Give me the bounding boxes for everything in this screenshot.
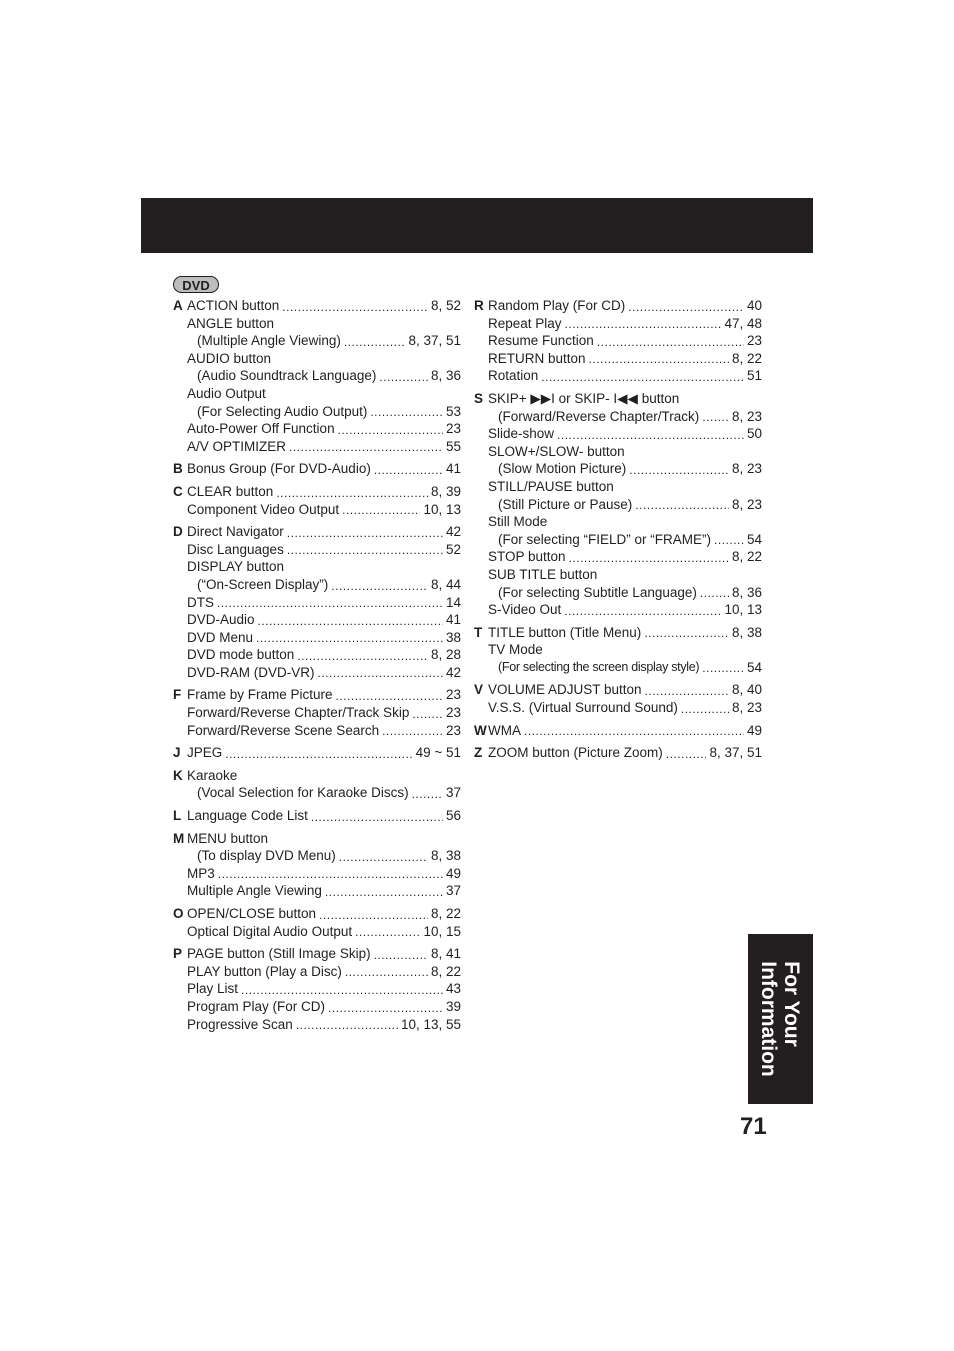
index-letter: B — [173, 461, 183, 477]
header-bar — [141, 198, 813, 253]
index-entry — [488, 350, 762, 368]
index-column-left — [172, 297, 461, 1038]
dot-leader — [336, 688, 443, 704]
index-entry-text: V.S.S. (Virtual Surround Sound) — [488, 700, 678, 716]
index-entry — [187, 483, 461, 501]
index-letter: K — [173, 767, 183, 783]
index-entry — [187, 594, 461, 612]
index-entry-page: 8, 22 — [731, 549, 762, 565]
index-entry — [488, 641, 762, 659]
dot-leader — [355, 924, 420, 940]
index-entry-page: 37 — [445, 785, 461, 801]
index-entry-text: Play List — [187, 981, 239, 997]
section-tab-line1: For Your — [780, 961, 803, 1047]
index-entry — [488, 548, 762, 566]
index-entry-page: 54 — [746, 531, 762, 547]
dot-leader — [338, 422, 443, 438]
index-entry — [187, 629, 461, 647]
index-entry-page: 52 — [445, 541, 461, 557]
index-entry-page: 49 — [445, 865, 461, 881]
index-entry-page: 8, 37, 51 — [709, 745, 762, 761]
index-entry — [197, 367, 461, 385]
index-entry-text: (Forward/Reverse Chapter/Track) — [498, 408, 700, 424]
index-entry-page: 49 ~ 51 — [415, 745, 461, 761]
index-entry-text: Auto-Power Off Function — [187, 421, 335, 437]
index-entry-page: 10, 13, 55 — [400, 1016, 461, 1032]
index-group-p — [172, 945, 461, 1033]
dot-leader — [325, 884, 443, 900]
dot-leader — [644, 625, 729, 641]
dot-leader — [714, 532, 744, 548]
index-entry-text: DVD-RAM (DVD-VR) — [187, 664, 315, 680]
page-number: 71 — [740, 1113, 767, 1140]
index-entry-text: ACTION button — [187, 298, 280, 313]
index-entry-text: (For Selecting Audio Output) — [197, 403, 368, 419]
index-group-c — [172, 483, 461, 518]
index-letter: A — [173, 298, 183, 313]
index-group-t — [473, 624, 762, 677]
index-group-z — [473, 744, 762, 762]
index-letter: L — [173, 808, 182, 824]
index-letter: S — [474, 390, 484, 406]
index-entry — [488, 699, 762, 717]
index-entry — [488, 367, 762, 385]
index-entry-text: (Slow Motion Picture) — [498, 461, 627, 477]
index-entry-page: 51 — [746, 368, 762, 384]
index-entry — [498, 584, 762, 602]
dot-leader — [296, 1017, 398, 1033]
index-entry — [488, 443, 762, 461]
index-entry — [187, 998, 461, 1016]
index-entry-text: ANGLE button — [187, 315, 275, 331]
index-entry — [498, 659, 762, 677]
index-entry-page: 8, 22 — [430, 963, 461, 979]
index-letter: C — [173, 483, 183, 499]
index-entry — [488, 722, 762, 740]
index-entry-page: 23 — [445, 687, 461, 703]
index-entry-text: (For selecting Subtitle Language) — [498, 584, 697, 600]
index-entry — [498, 531, 762, 549]
index-entry-page: 55 — [445, 438, 461, 454]
index-entry-text: PAGE button (Still Image Skip) — [187, 946, 371, 962]
index-entry — [488, 513, 762, 531]
index-entry-text: OPEN/CLOSE button — [187, 906, 317, 921]
index-entry — [187, 297, 461, 315]
dot-leader — [589, 351, 729, 367]
index-entry-text: Language Code List — [187, 808, 308, 824]
index-entry-text: Direct Navigator — [187, 524, 284, 540]
index-entry — [187, 315, 461, 333]
index-entry-text: Still Mode — [488, 514, 548, 530]
dot-leader — [276, 485, 428, 501]
index-entry — [488, 601, 762, 619]
index-group-m — [172, 830, 461, 900]
dot-leader — [328, 1000, 443, 1016]
index-entry-page: 54 — [746, 659, 762, 675]
dot-leader — [557, 427, 744, 443]
section-tab-label — [757, 961, 803, 1077]
index-group-v — [473, 681, 762, 716]
index-entry-page: 41 — [445, 612, 461, 628]
index-entry-text: Component Video Output — [187, 501, 340, 517]
dot-leader — [256, 630, 443, 646]
index-letter: T — [474, 624, 483, 640]
index-entry-page: 8, 23 — [731, 408, 762, 424]
index-entry — [187, 686, 461, 704]
dot-leader — [702, 660, 744, 676]
dot-leader — [541, 369, 744, 385]
index-entry-page: 8, 36 — [731, 584, 762, 600]
dot-leader — [217, 595, 443, 611]
index-entry-text: (For selecting “FIELD” or “FRAME”) — [498, 531, 712, 547]
index-entry-page: 23 — [445, 421, 461, 437]
index-entry-text: CLEAR button — [187, 483, 274, 499]
index-entry — [187, 980, 461, 998]
dot-leader — [241, 982, 443, 998]
index-entry-text: Resume Function — [488, 333, 594, 349]
index-group-j — [172, 744, 461, 762]
index-entry-text: Forward/Reverse Chapter/Track Skip — [187, 705, 410, 721]
index-entry-page: 8, 41 — [430, 946, 461, 962]
index-entry-page: 8, 22 — [731, 350, 762, 366]
index-entry-page: 39 — [445, 998, 461, 1014]
dot-leader — [339, 849, 428, 865]
index-entry-page: 8, 22 — [430, 906, 461, 921]
index-entry — [187, 905, 461, 923]
dot-leader — [569, 550, 729, 566]
index-entry-text: (“On-Screen Display”) — [197, 576, 329, 592]
index-entry-text: Audio Output — [187, 385, 266, 401]
index-entry-page: 8, 23 — [731, 700, 762, 716]
index-group-l — [172, 807, 461, 825]
index-entry — [488, 332, 762, 350]
index-group-f — [172, 686, 461, 739]
dot-leader — [412, 706, 443, 722]
index-entry — [498, 496, 762, 514]
index-entry-text: TV Mode — [488, 642, 543, 658]
index-letter: R — [474, 298, 484, 313]
index-group-w — [473, 722, 762, 740]
index-entry-page: 8, 23 — [731, 461, 762, 477]
index-letter: W — [474, 722, 487, 738]
index-entry-text: PLAY button (Play a Disc) — [187, 963, 342, 979]
dot-leader — [702, 409, 729, 425]
index-entry — [488, 744, 762, 762]
index-entry-text: DISPLAY button — [187, 559, 285, 575]
dot-leader — [282, 299, 428, 315]
index-entry-text: (For selecting the screen display style) — [498, 659, 700, 674]
index-entry — [187, 722, 461, 740]
index-entry-page: 8, 39 — [430, 483, 461, 499]
index-entry-text: (Vocal Selection for Karaoke Discs) — [197, 785, 409, 801]
index-entry — [488, 681, 762, 699]
index-group-d — [172, 523, 461, 681]
index-entry — [187, 501, 461, 519]
index-entry-text: (Audio Soundtrack Language) — [197, 368, 377, 384]
dot-leader — [374, 947, 428, 963]
index-entry-text: SUB TITLE button — [488, 566, 598, 582]
index-entry-text: AUDIO button — [187, 350, 272, 366]
index-entry-text: Optical Digital Audio Output — [187, 923, 353, 939]
index-entry-text: DVD mode button — [187, 647, 295, 663]
index-entry — [187, 963, 461, 981]
index-entry-page: 53 — [445, 403, 461, 419]
dot-leader — [382, 723, 443, 739]
index-entry — [187, 923, 461, 941]
index-entry-page: 56 — [445, 808, 461, 824]
index-column-right — [473, 297, 762, 767]
index-entry-page: 14 — [445, 594, 461, 610]
index-entry-text: Rotation — [488, 368, 539, 384]
index-group-r — [473, 297, 762, 385]
index-entry — [187, 945, 461, 963]
index-entry-page: 8, 40 — [731, 682, 762, 698]
index-entry — [488, 478, 762, 496]
index-entry-text: MENU button — [187, 830, 269, 846]
index-entry — [498, 460, 762, 478]
index-entry-text: DVD-Audio — [187, 612, 255, 628]
index-entry-text: SKIP+ ▶▶I or SKIP- I◀◀ button — [488, 390, 680, 406]
index-entry-text: Repeat Play — [488, 315, 562, 331]
index-letter: P — [173, 946, 183, 962]
dot-leader — [287, 525, 443, 541]
dot-leader — [524, 723, 744, 739]
index-entry — [187, 807, 461, 825]
index-letter: F — [173, 687, 182, 703]
index-entry-page: 23 — [445, 705, 461, 721]
index-entry-text: A/V OPTIMIZER — [187, 438, 287, 454]
dot-leader — [319, 907, 428, 923]
dot-leader — [629, 462, 729, 478]
index-group-o — [172, 905, 461, 940]
index-group-s — [473, 390, 762, 619]
dot-leader — [597, 334, 744, 350]
dot-leader — [628, 299, 744, 315]
index-letter: M — [173, 830, 185, 846]
index-entry-page: 41 — [445, 461, 461, 477]
index-letter: D — [173, 524, 183, 540]
index-entry — [187, 882, 461, 900]
index-entry — [197, 576, 461, 594]
index-entry — [187, 646, 461, 664]
index-entry-text: (To display DVD Menu) — [197, 848, 336, 864]
index-entry — [187, 541, 461, 559]
index-entry-page: 43 — [445, 981, 461, 997]
dot-leader — [412, 786, 443, 802]
index-entry-page: 23 — [445, 722, 461, 738]
index-entry-text: Random Play (For CD) — [488, 298, 626, 313]
index-entry-page: 47, 48 — [724, 315, 762, 331]
dot-leader — [342, 502, 420, 518]
index-entry-text: TITLE button (Title Menu) — [488, 624, 642, 640]
index-entry-text: STOP button — [488, 549, 566, 565]
index-entry-page: 49 — [746, 722, 762, 738]
dot-leader — [666, 746, 707, 762]
index-entry — [187, 830, 461, 848]
index-entry-text: Forward/Reverse Scene Search — [187, 722, 380, 738]
index-entry — [187, 704, 461, 722]
index-entry-text: DVD Menu — [187, 629, 254, 645]
index-entry — [187, 460, 461, 478]
index-entry — [187, 664, 461, 682]
section-tab — [748, 934, 813, 1104]
index-entry-text: (Still Picture or Pause) — [498, 496, 633, 512]
index-letter: V — [474, 682, 484, 698]
index-entry-page: 42 — [445, 524, 461, 540]
index-entry-page: 37 — [445, 883, 461, 899]
index-entry-text: Karaoke — [187, 767, 238, 783]
index-entry — [197, 847, 461, 865]
index-entry — [197, 403, 461, 421]
dot-leader — [318, 665, 443, 681]
dot-leader — [635, 497, 729, 513]
index-entry-text: SLOW+/SLOW- button — [488, 443, 625, 459]
section-tab-line2: Information — [757, 961, 780, 1077]
index-entry-text: VOLUME ADJUST button — [488, 682, 642, 698]
index-entry-text: Bonus Group (For DVD-Audio) — [187, 461, 371, 477]
dot-leader — [374, 462, 443, 478]
index-entry-page: 8, 52 — [430, 298, 461, 313]
dot-leader — [287, 542, 443, 558]
index-entry-page: 8, 23 — [731, 496, 762, 512]
index-entry-text: RETURN button — [488, 350, 586, 366]
dot-leader — [345, 964, 428, 980]
index-group-a — [172, 297, 461, 455]
index-entry — [187, 420, 461, 438]
index-entry — [187, 558, 461, 576]
index-entry-text: STILL/PAUSE button — [488, 478, 614, 494]
index-entry — [187, 523, 461, 541]
index-entry — [187, 385, 461, 403]
index-entry-text: WMA — [488, 722, 521, 738]
dot-leader — [258, 613, 443, 629]
index-entry-page: 10, 13 — [724, 602, 762, 618]
index-entry — [498, 408, 762, 426]
index-entry-page: 8, 28 — [430, 647, 461, 663]
dot-leader — [565, 316, 722, 332]
index-entry-text: (Multiple Angle Viewing) — [197, 333, 341, 349]
index-entry — [187, 767, 461, 785]
dot-leader — [700, 585, 729, 601]
index-entry-text: Slide-show — [488, 426, 555, 442]
index-entry-page: 8, 38 — [731, 624, 762, 640]
index-entry-page: 50 — [746, 426, 762, 442]
dot-leader — [681, 701, 729, 717]
index-entry — [488, 297, 762, 315]
index-entry-text: Progressive Scan — [187, 1016, 293, 1032]
index-entry — [187, 438, 461, 456]
index-entry — [197, 332, 461, 350]
dot-leader — [218, 866, 443, 882]
index-entry-page: 8, 44 — [430, 576, 461, 592]
dvd-badge: DVD — [173, 276, 219, 293]
index-entry-text: Program Play (For CD) — [187, 998, 326, 1014]
dot-leader — [645, 683, 729, 699]
index-entry — [488, 624, 762, 642]
index-entry-text: Multiple Angle Viewing — [187, 883, 322, 899]
index-entry-page: 8, 36 — [430, 368, 461, 384]
index-letter: Z — [474, 745, 483, 761]
dot-leader — [564, 603, 721, 619]
dot-leader — [331, 578, 428, 594]
index-entry — [197, 784, 461, 802]
index-entry — [187, 1016, 461, 1034]
index-entry — [488, 425, 762, 443]
dot-leader — [370, 404, 443, 420]
index-entry-page: 8, 37, 51 — [408, 333, 461, 349]
index-letter: O — [173, 906, 184, 921]
index-entry-text: S-Video Out — [488, 602, 562, 618]
index-entry-page: 10, 15 — [423, 923, 461, 939]
index-entry — [187, 865, 461, 883]
index-group-k — [172, 767, 461, 802]
index-letter: J — [173, 745, 181, 761]
index-entry-text: Disc Languages — [187, 541, 284, 557]
index-entry — [488, 390, 762, 408]
index-entry — [187, 611, 461, 629]
index-entry-text: DTS — [187, 594, 214, 610]
index-entry — [187, 350, 461, 368]
index-entry-page: 40 — [746, 298, 762, 313]
index-entry-text: MP3 — [187, 865, 215, 881]
index-entry-text: JPEG — [187, 745, 223, 761]
dot-leader — [311, 809, 443, 825]
index-entry-page: 42 — [445, 664, 461, 680]
dot-leader — [344, 334, 406, 350]
dot-leader — [289, 439, 443, 455]
index-entry — [488, 315, 762, 333]
index-entry-page: 8, 38 — [430, 848, 461, 864]
index-entry — [488, 566, 762, 584]
index-entry-page: 23 — [746, 333, 762, 349]
index-entry-text: Frame by Frame Picture — [187, 687, 333, 703]
index-entry-page: 38 — [445, 629, 461, 645]
index-entry-page: 10, 13 — [423, 501, 461, 517]
dot-leader — [297, 648, 428, 664]
index-entry-text: ZOOM button (Picture Zoom) — [488, 745, 663, 761]
dot-leader — [225, 746, 412, 762]
dot-leader — [379, 369, 428, 385]
index-entry — [187, 744, 461, 762]
index-group-b — [172, 460, 461, 478]
